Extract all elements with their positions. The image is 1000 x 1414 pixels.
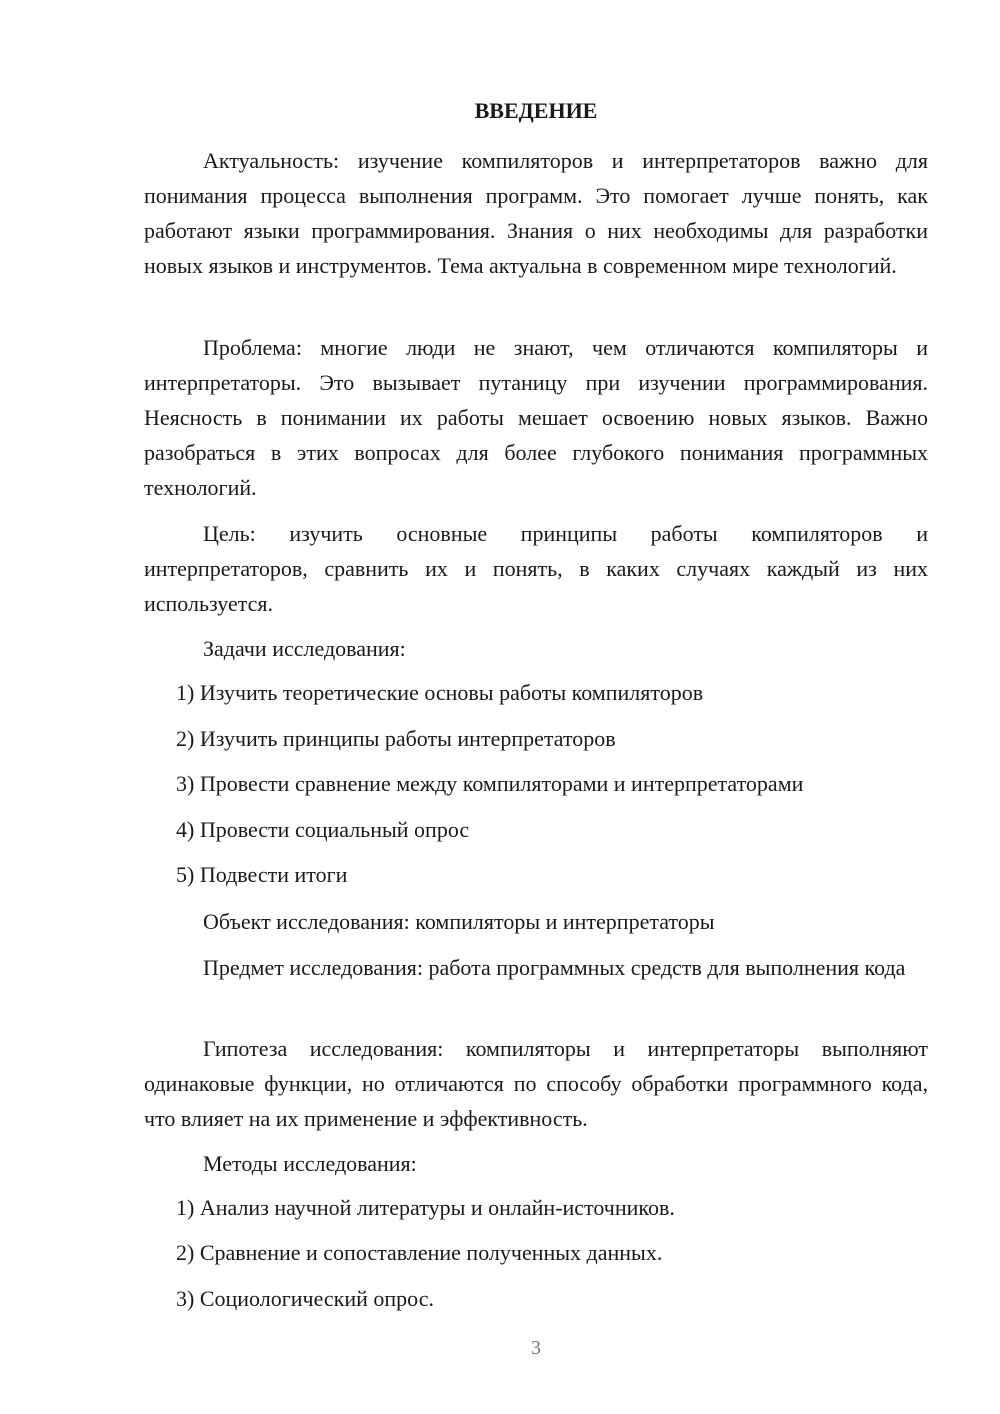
hypothesis-paragraph: Гипотеза исследования: компиляторы и интерпретаторы выполняют одинаковые функции, но отличаются по способу обработки программного кода, что влияет на их применение и эффективность. (144, 1036, 928, 1131)
task-item-1: 1) Изучить теоретические основы работы компиляторов (176, 680, 704, 705)
task-item-2: 2) Изучить принципы работы интерпретаторов (176, 726, 616, 751)
problem-paragraph: Проблема: многие люди не знают, чем отличаются компиляторы и интерпретаторы. Это вызывает путаницу при изучении программирования. Неясность в понимании их работы мешает освоению новых языков. Важно разобраться в этих вопросах для более глубокого понимания программных технологий. (144, 335, 928, 500)
object-paragraph: Объект исследования: компиляторы и интерпретаторы (203, 909, 715, 934)
task-item-3: 3) Провести сравнение между компиляторами и интерпретаторами (176, 771, 804, 796)
methods-heading: Методы исследования: (203, 1151, 417, 1176)
page-number: 3 (531, 1337, 541, 1359)
method-item-1: 1) Анализ научной литературы и онлайн-источников. (176, 1195, 675, 1220)
tasks-heading: Задачи исследования: (203, 636, 406, 661)
subject-paragraph: Предмет исследования: работа программных средств для выполнения кода (203, 955, 906, 980)
method-item-3: 3) Социологический опрос. (176, 1286, 434, 1311)
goal-paragraph: Цель: изучить основные принципы работы компиляторов и интерпретаторов, сравнить их и понять, в каких случаях каждый из них используется. (144, 521, 928, 616)
page-title: ВВЕДЕНИЕ (474, 98, 598, 123)
task-item-4: 4) Провести социальный опрос (176, 817, 470, 842)
relevance-paragraph: Актуальность: изучение компиляторов и интерпретаторов важно для понимания процесса выполнения программ. Это помогает лучше понять, как работают языки программирования. Знания о них необходимы для разработки новых языков и инструментов. Тема актуальна в современном мире технологий. (144, 148, 928, 278)
method-item-2: 2) Сравнение и сопоставление полученных данных. (176, 1240, 663, 1265)
task-item-5: 5) Подвести итоги (176, 862, 348, 887)
